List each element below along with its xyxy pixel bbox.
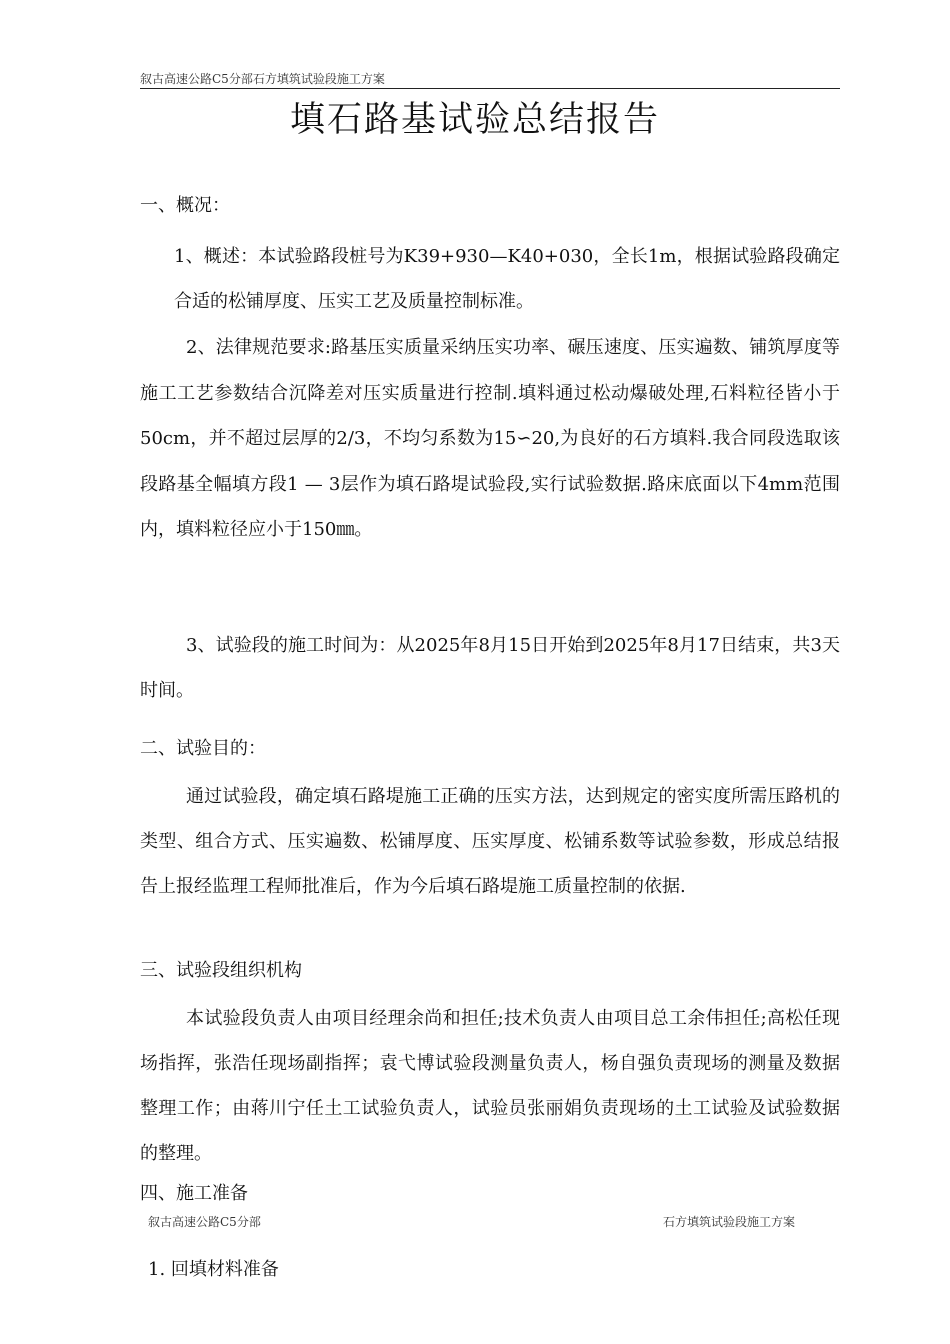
paragraph-construction-time: 3、试验段的施工时间为：从2025年8月15日开始到2025年8月17日结束，共3天时间。 — [140, 635, 840, 701]
footer-left: 叙古高速公路C5分部 — [148, 1215, 261, 1229]
paragraph-overview-summary: 1、概述：本试验路段桩号为K39+930—K40+030，全长1m，根据试验路段确定合适的松铺厚度、压实工艺及质量控制标准。 — [174, 246, 840, 312]
document-title: 填石路基试验总结报告 — [289, 100, 660, 140]
section-heading-preparation: 四、施工准备 — [140, 1183, 248, 1204]
paragraph-purpose: 通过试验段，确定填石路堤施工正确的压实方法，达到规定的密实度所需压路机的类型、组合方式、压实遍数、松铺厚度、压实厚度、松铺系数等试验参数，形成总结报告上报经监理工程师批准后，作为今后填石路堤施工质量控制的依据. — [140, 786, 840, 897]
section-heading-purpose: 二、试验目的： — [140, 738, 266, 759]
running-header: 叙古高速公路C5分部石方填筑试验段施工方案 — [140, 72, 840, 89]
paragraph-legal-requirements: 2、法律规范要求:路基压实质量采纳压实功率、碾压速度、压实遍数、铺筑厚度等施工工艺参数结合沉降差对压实质量进行控制.填料通过松动爆破处理,石料粒径皆小于50cm，并不超过层厚的2/3，不均匀系数为15∽20,为良好的石方填料.我合同段选取该段路基全幅填方段1 — 3层作为填石路堤试验段,实行试验数据.路床底面以下4mm范围内，填料粒径应小于150㎜。 — [140, 337, 840, 540]
section-heading-organization: 三、试验段组织机构 — [140, 960, 302, 981]
footer-right: 石方填筑试验段施工方案 — [663, 1215, 796, 1229]
paragraph-organization: 本试验段负责人由项目经理余尚和担任;技术负责人由项目总工余伟担任;高松任现场指挥，张浩任现场副指挥；袁弋博试验段测量负责人，杨自强负责现场的测量及数据整理工作；由蒋川宁任土工试验负责人，试验员张丽娟负责现场的土工试验及试验数据的整理。 — [140, 1008, 840, 1164]
subsection-heading-backfill-materials: 1. 回填材料准备 — [148, 1259, 279, 1280]
section-heading-overview: 一、概况： — [140, 195, 230, 216]
